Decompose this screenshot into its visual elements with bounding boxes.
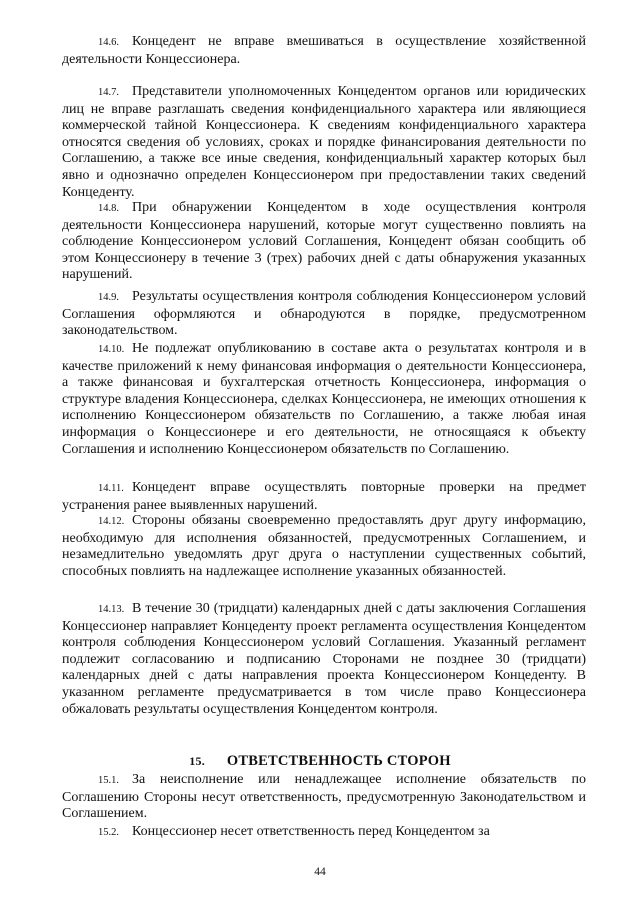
clause-text: Концедент вправе осуществлять повторные проверки на предмет устранения ранее выявленных нарушений. xyxy=(62,480,586,513)
paragraph-14-11 xyxy=(62,480,586,514)
paragraph-15-2 xyxy=(62,824,586,842)
paragraph-14-12 xyxy=(62,513,586,580)
paragraph-14-10 xyxy=(62,341,586,458)
clause-text: За неисполнение или ненадлежащее исполнение обязательств по Соглашению Стороны несут ответственность, предусмотренную Законодательством и Соглашением. xyxy=(62,772,586,822)
clause-number: 14.8. xyxy=(98,203,119,214)
clause-number: 14.10. xyxy=(98,344,125,355)
clause-text: Стороны обязаны своевременно предоставлять друг другу информацию, необходимую для исполнения обязанностей, предусмотренных Соглашением, и незамедлительно уведомлять друг друга о наступлении существенных событий, способных повлиять на надлежащее исполнение указанных обязанностей. xyxy=(62,513,586,579)
clause-text: При обнаружении Концедентом в ходе осуществления контроля деятельности Концессионера нарушений, которые могут существенно повлиять на соблюдение Концессионером условий Соглашения, Концедент обязан сообщить об этом Концессионеру в течение 3 (трех) рабочих дней с даты обнаружения указанных нарушений. xyxy=(62,200,586,283)
section-title: ОТВЕТСТВЕННОСТЬ СТОРОН xyxy=(226,753,451,769)
clause-text: В течение 30 (тридцати) календарных дней с даты заключения Соглашения Концессионер направляет Концеденту проект регламента осуществления Концедентом контроля соблюдения Концессионером условий Соглашения. Указанный регламент подлежит согласованию и подписанию Сторонами не позднее 30 (тридцати) календарных дней с даты направления проекта Концессионером Концеденту. В указанном регламенте предусматривается в том числе право Концессионера обжаловать результаты осуществления Концедентом контроля. xyxy=(62,601,586,717)
section-heading xyxy=(0,753,640,770)
clause-text: Концессионер несет ответственность перед Концедентом за xyxy=(132,824,490,839)
clause-number: 14.6. xyxy=(98,37,119,48)
section-number: 15. xyxy=(189,754,205,768)
clause-number: 14.7. xyxy=(98,87,119,98)
clause-number: 14.12. xyxy=(98,516,125,527)
paragraph-15-1 xyxy=(62,772,586,823)
paragraph-14-9 xyxy=(62,289,586,340)
paragraph-14-6 xyxy=(62,34,586,68)
clause-text: Представители уполномоченных Концедентом органов или юридических лиц не вправе разглашать сведения конфиденциального характера или являющиеся коммерческой тайной Концессионера. К сведениям конфиденциального характера относятся сведения об условиях, сроках и порядке финансирования деятельности по Соглашению, а также все иные сведения, конфиденциальный характер которых был явно и однозначно определен Концессионером при предоставлении таких сведений Концеденту. xyxy=(62,84,586,200)
clause-number: 14.13. xyxy=(98,604,125,615)
clause-number: 14.11. xyxy=(98,483,124,494)
paragraph-14-13 xyxy=(62,601,586,718)
paragraph-14-7 xyxy=(62,84,586,201)
clause-text: Результаты осуществления контроля соблюдения Концессионером условий Соглашения оформляются и обнародуются в порядке, предусмотренном законодательством. xyxy=(62,289,586,339)
clause-number: 15.2. xyxy=(98,827,119,838)
clause-number: 15.1. xyxy=(98,775,119,786)
clause-text: Не подлежат опубликованию в составе акта о результатах контроля и в качестве приложений к нему финансовая информация о деятельности Концессионера, а также финансовая и бухгалтерская отчетность Концессионера, информация о структуре владения Концессионера, сделках Концессионера, не имеющих отношения к исполнению Концессионером обязательств по Соглашению, а также любая иная информация о Концессионере и его деятельности, не относящаяся к объекту Соглашения и исполнению Концессионером обязательств по Соглашению. xyxy=(62,341,586,457)
paragraph-14-8 xyxy=(62,200,586,284)
clause-number: 14.9. xyxy=(98,292,119,303)
page-number: 44 xyxy=(314,866,326,878)
clause-text: Концедент не вправе вмешиваться в осуществление хозяйственной деятельности Концессионера. xyxy=(62,34,586,67)
